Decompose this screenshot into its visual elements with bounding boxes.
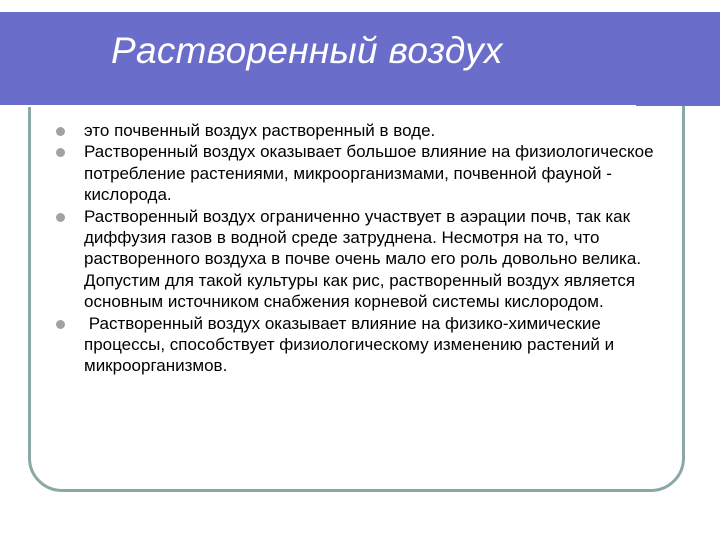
slide-title: Растворенный воздух xyxy=(111,30,503,71)
bullet-dot-icon xyxy=(56,320,65,329)
bullet-text: это почвенный воздух растворенный в воде. xyxy=(84,121,436,140)
bullet-item xyxy=(56,313,668,377)
bullet-text: Растворенный воздух оказывает большое влияние на физиологическое потребление растениями, микроорганизмами, почвенной фауной - кислорода. xyxy=(84,142,654,205)
bullet-item xyxy=(56,141,668,205)
bullet-item xyxy=(56,206,668,313)
bullet-text: Растворенный воздух оказывает влияние на физико-химические процессы, способствует физиологическому изменению растений и микроорганизмов. xyxy=(84,313,619,376)
bullet-dot-icon xyxy=(56,148,65,157)
bullet-list xyxy=(56,120,668,377)
bullet-dot-icon xyxy=(56,213,65,222)
bullet-dot-icon xyxy=(56,127,65,136)
bullet-text: Растворенный воздух ограниченно участвует в аэрации почв, так как диффузия газов в водной среде затруднена. Несмотря на то, что растворенного воздуха в почве очень мало его роль довольно велика. Допустим для такой культуры как рис, растворенный воздух является основным источником снабжения корневой системы кислородом. xyxy=(84,206,642,312)
title-underline xyxy=(0,105,636,107)
bullet-item xyxy=(56,120,668,141)
